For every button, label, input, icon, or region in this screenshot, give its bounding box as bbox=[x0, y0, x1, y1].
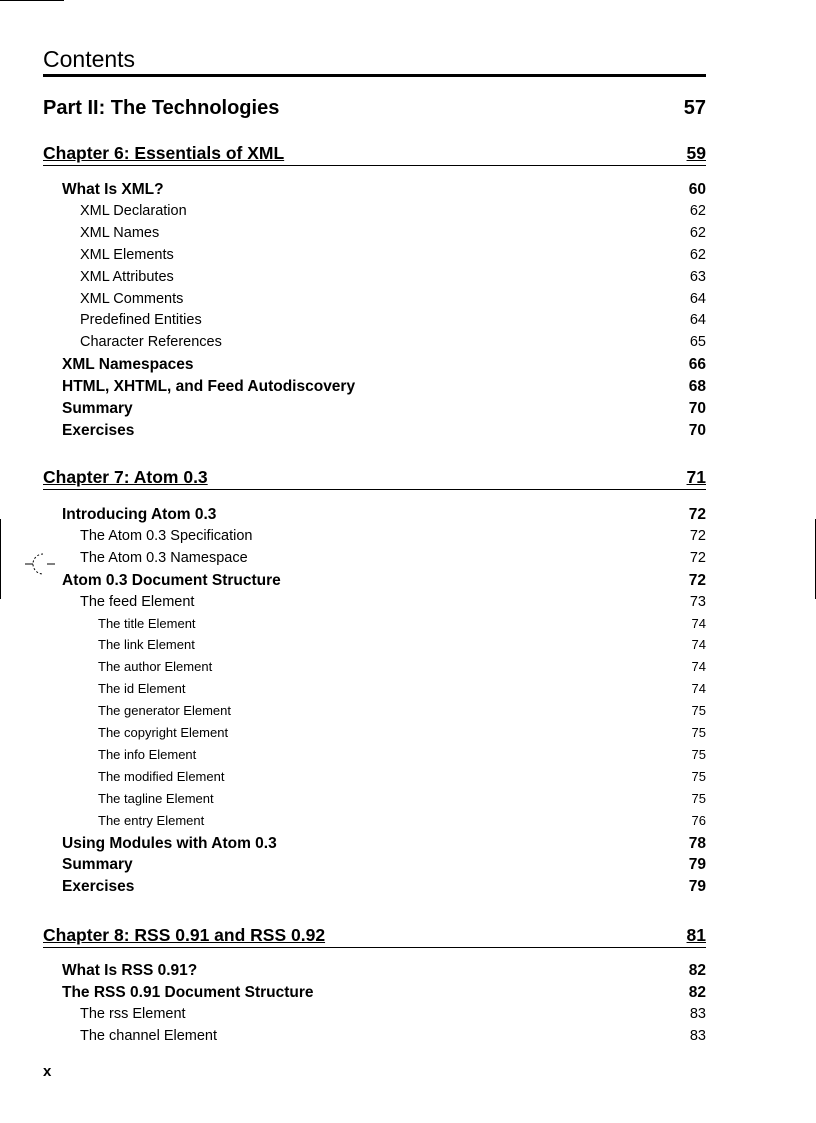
toc-entry[interactable] bbox=[0, 725, 816, 747]
toc-entry-title: The feed Element bbox=[80, 593, 195, 610]
chapter-heading[interactable] bbox=[43, 925, 706, 948]
chapter-heading[interactable] bbox=[43, 143, 706, 166]
part-heading-title: Part II: The Technologies bbox=[43, 97, 280, 119]
part-heading-page: 57 bbox=[683, 97, 706, 119]
toc-entry-page: 75 bbox=[691, 725, 706, 740]
toc-entry-title: The RSS 0.91 Document Structure bbox=[62, 983, 314, 1001]
toc-entry-page: 72 bbox=[689, 549, 706, 566]
toc-entry-page: 73 bbox=[689, 593, 706, 610]
toc-entry-page: 82 bbox=[688, 962, 706, 979]
chapter-heading-title: Chapter 8: RSS 0.91 and RSS 0.92 bbox=[43, 925, 326, 945]
toc-entry-title: Using Modules with Atom 0.3 bbox=[62, 834, 277, 852]
toc-entry[interactable] bbox=[0, 506, 816, 528]
toc-entry-page: 60 bbox=[688, 181, 706, 198]
toc-entry-title: HTML, XHTML, and Feed Autodiscovery bbox=[62, 378, 356, 396]
toc-entry-page: 83 bbox=[689, 1005, 706, 1022]
toc-entry-title: What Is RSS 0.91? bbox=[62, 962, 198, 979]
toc-entry-page: 66 bbox=[688, 356, 706, 374]
toc-entry-title: The modified Element bbox=[98, 768, 225, 784]
chapter-heading[interactable] bbox=[43, 467, 706, 490]
toc-entry[interactable] bbox=[0, 594, 816, 616]
toc-entry[interactable] bbox=[0, 225, 816, 247]
toc-entry[interactable] bbox=[0, 703, 816, 725]
toc-entry-title: The copyright Element bbox=[98, 725, 229, 740]
toc-entry[interactable] bbox=[0, 1028, 816, 1050]
toc-entry-page: 70 bbox=[688, 421, 706, 439]
toc-entry-title: Atom 0.3 Document Structure bbox=[62, 571, 281, 589]
chapter-heading-title: Chapter 7: Atom 0.3 bbox=[43, 467, 208, 487]
toc-entry-page: 70 bbox=[688, 400, 706, 417]
toc-entry[interactable] bbox=[0, 962, 816, 984]
toc-entry-title: Summary bbox=[62, 856, 133, 874]
toc-entry[interactable] bbox=[0, 181, 816, 203]
toc-entry-title: The tagline Element bbox=[98, 790, 214, 806]
toc-entry[interactable] bbox=[0, 659, 816, 681]
toc-entry[interactable] bbox=[0, 291, 816, 313]
chapter-heading-title: Chapter 6: Essentials of XML bbox=[43, 143, 285, 163]
toc-entry[interactable] bbox=[0, 791, 816, 813]
page-folio: x bbox=[43, 1063, 52, 1080]
toc-entry-page: 75 bbox=[691, 746, 706, 762]
toc-entry-title: The author Element bbox=[98, 659, 213, 675]
toc-entry-title: Introducing Atom 0.3 bbox=[62, 506, 217, 523]
toc-entry-title: The Atom 0.3 Specification bbox=[80, 527, 253, 544]
toc-entry-page: 76 bbox=[691, 812, 706, 828]
toc-entry-page: 74 bbox=[691, 681, 706, 697]
toc-entry[interactable] bbox=[0, 984, 816, 1006]
toc-entry[interactable] bbox=[0, 1006, 816, 1028]
toc-entry-page: 74 bbox=[691, 637, 706, 653]
toc-entry-page: 74 bbox=[691, 615, 706, 631]
toc-entry-page: 75 bbox=[691, 768, 706, 784]
toc-entry-title: The rss Element bbox=[80, 1005, 186, 1022]
toc-entry-page: 72 bbox=[688, 506, 706, 523]
toc-entry-page: 78 bbox=[688, 834, 706, 852]
toc-entry-title: The info Element bbox=[98, 746, 197, 762]
toc-entry[interactable] bbox=[0, 422, 816, 444]
toc-entry-title: The title Element bbox=[98, 615, 196, 631]
toc-entry-title: XML Elements bbox=[80, 246, 174, 263]
toc-entry[interactable] bbox=[0, 616, 816, 638]
toc-entry-page: 83 bbox=[689, 1027, 706, 1044]
toc-entry[interactable] bbox=[0, 312, 816, 334]
toc-entry-page: 62 bbox=[689, 224, 706, 241]
toc-entry[interactable] bbox=[0, 769, 816, 791]
toc-entry-page: 79 bbox=[688, 878, 706, 896]
toc-entry[interactable] bbox=[0, 813, 816, 835]
toc-entry[interactable] bbox=[0, 247, 816, 269]
toc-entry[interactable] bbox=[0, 334, 816, 356]
chapter-heading-page: 71 bbox=[686, 467, 706, 487]
toc-entry[interactable] bbox=[0, 681, 816, 703]
toc-entry-page: 63 bbox=[689, 268, 706, 285]
toc-entry-title: XML Comments bbox=[80, 290, 184, 307]
toc-entry-title: The Atom 0.3 Namespace bbox=[80, 549, 248, 566]
toc-entry-title: Exercises bbox=[62, 421, 135, 439]
toc-entry-page: 79 bbox=[688, 856, 706, 874]
toc-entry-title: The channel Element bbox=[80, 1027, 218, 1044]
top-edge-line bbox=[0, 0, 64, 1]
toc-entry-title: The link Element bbox=[98, 637, 195, 653]
toc-entry[interactable] bbox=[0, 878, 816, 900]
toc-entry-page: 64 bbox=[689, 312, 706, 329]
toc-entry[interactable] bbox=[0, 203, 816, 225]
toc-entry[interactable] bbox=[0, 550, 816, 572]
toc-entry-title: XML Namespaces bbox=[62, 356, 194, 374]
toc-entry-title: What Is XML? bbox=[62, 181, 164, 198]
toc-entry-title: Exercises bbox=[62, 878, 135, 896]
toc-entry-page: 74 bbox=[691, 659, 706, 675]
toc-entry-title: Predefined Entities bbox=[80, 312, 202, 329]
toc-entry-title: XML Declaration bbox=[80, 202, 187, 219]
toc-entry-title: Character References bbox=[80, 334, 222, 351]
toc-entry[interactable] bbox=[0, 400, 816, 422]
toc-entry-page: 62 bbox=[689, 202, 706, 219]
toc-entry-title: The id Element bbox=[98, 681, 186, 697]
toc-entry-page: 65 bbox=[689, 334, 706, 351]
toc-entry[interactable] bbox=[0, 637, 816, 659]
toc-entry-title: The generator Element bbox=[98, 703, 231, 719]
toc-entry[interactable] bbox=[0, 572, 816, 594]
toc-entry-page: 62 bbox=[689, 246, 706, 263]
toc-entry-title: The entry Element bbox=[98, 812, 205, 828]
toc-entry[interactable] bbox=[0, 835, 816, 857]
toc-entry-page: 75 bbox=[691, 790, 706, 806]
toc-entry-page: 64 bbox=[689, 290, 706, 307]
toc-entry[interactable] bbox=[0, 856, 816, 878]
part-heading[interactable] bbox=[0, 97, 816, 119]
running-header: Contents bbox=[43, 46, 136, 72]
chapter-heading-page: 81 bbox=[686, 925, 706, 945]
toc-entry-page: 72 bbox=[689, 527, 706, 544]
toc-entry-title: XML Attributes bbox=[80, 268, 174, 285]
toc-entry[interactable] bbox=[0, 528, 816, 550]
chapter-heading-page: 59 bbox=[686, 143, 706, 163]
toc-entry-page: 72 bbox=[688, 571, 706, 589]
toc-entry-title: Summary bbox=[62, 400, 133, 417]
toc-entry[interactable] bbox=[0, 356, 816, 378]
toc-entry-page: 82 bbox=[688, 983, 706, 1001]
toc-entry-title: XML Names bbox=[80, 224, 160, 241]
toc-entry[interactable] bbox=[0, 378, 816, 400]
toc-entry[interactable] bbox=[0, 747, 816, 769]
toc-entry[interactable] bbox=[0, 269, 816, 291]
toc-entry-page: 68 bbox=[688, 378, 706, 396]
toc-entry-page: 75 bbox=[691, 703, 706, 719]
header-rule bbox=[43, 74, 706, 77]
